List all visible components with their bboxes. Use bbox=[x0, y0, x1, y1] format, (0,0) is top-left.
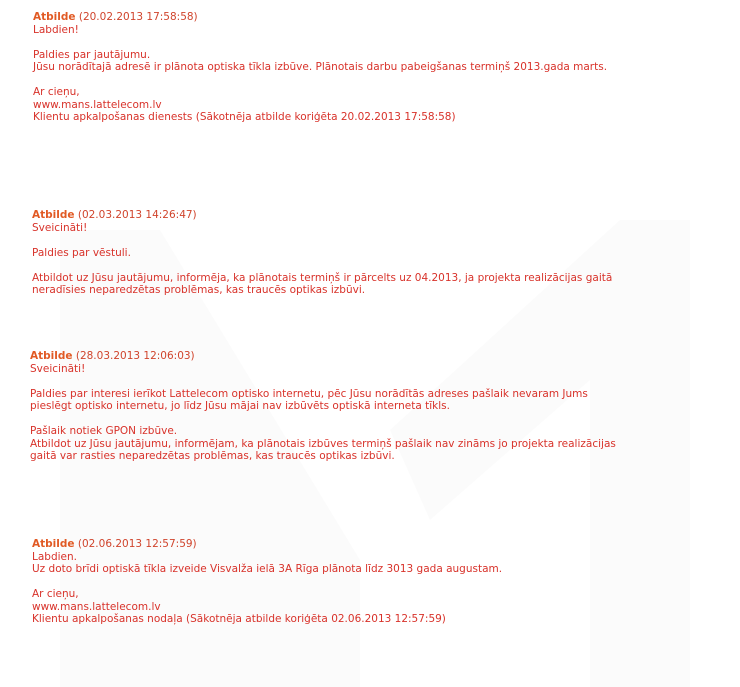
reply-date: (20.02.2013 17:58:58) bbox=[78, 11, 198, 23]
blank-line bbox=[33, 74, 723, 87]
signature-department: Klientu apkalpošanas nodaļa (Sākotnēja atbilde koriģēta 02.06.2013 12:57:59) bbox=[32, 613, 446, 625]
signature-greeting: Ar cieņu, bbox=[33, 86, 80, 98]
reply-title: Atbilde bbox=[32, 538, 75, 550]
reply-line: Pašlaik notiek GPON izbūve. bbox=[30, 425, 178, 437]
reply-line: pieslēgt optisko internetu, jo līdz Jūsu mājai nav izbūvēts optiskā interneta tīkls. bbox=[30, 400, 450, 412]
signature-website: www.mans.lattelecom.lv bbox=[32, 600, 161, 613]
reply-line: Paldies par jautājumu. bbox=[33, 48, 151, 61]
reply-line: Labdien! bbox=[33, 23, 79, 36]
reply-line: Uz doto brīdi optiskā tīkla izveide Visvalža ielā 3A Rīga plānota līdz 3013 gada augustam. bbox=[32, 563, 503, 575]
reply-line: Sveicināti! bbox=[32, 221, 88, 234]
signature-department: Klientu apkalpošanas dienests (Sākotnēja atbilde koriģēta 20.02.2013 17:58:58) bbox=[33, 111, 456, 123]
reply-header bbox=[32, 538, 722, 551]
signature-greeting: Ar cieņu, bbox=[32, 588, 79, 600]
blank-line bbox=[32, 259, 722, 272]
reply-date: (02.03.2013 14:26:47) bbox=[77, 209, 197, 221]
reply-line: Paldies par interesi ierīkot Lattelecom optisko internetu, pēc Jūsu norādītās adreses pašlaik nevaram Jums bbox=[30, 387, 588, 400]
reply-block bbox=[32, 209, 722, 297]
reply-line: Atbildot uz Jūsu jautājumu, informēja, ka plānotais termiņš ir pārcelts uz 04.2013, ja projekta realizācijas gaitā bbox=[32, 271, 613, 284]
blank-line bbox=[32, 234, 722, 247]
reply-date: (02.06.2013 12:57:59) bbox=[77, 538, 197, 550]
reply-block bbox=[30, 350, 720, 463]
reply-line: gaitā var rasties neparedzētas problēmas, kas traucēs optikas izbūvi. bbox=[30, 450, 395, 462]
blank-line bbox=[30, 413, 720, 426]
reply-header bbox=[30, 350, 720, 363]
reply-line: Atbildot uz Jūsu jautājumu, informējam, ka plānotais izbūves termiņš pašlaik nav zināms jo projekta realizācijas bbox=[30, 437, 616, 450]
reply-line: Jūsu norādītajā adresē ir plānota optiska tīkla izbūve. Plānotais darbu pabeigšanas termiņš 2013.gada marts. bbox=[33, 61, 608, 73]
blank-line bbox=[33, 36, 723, 49]
reply-title: Atbilde bbox=[33, 11, 76, 23]
reply-line: Sveicināti! bbox=[30, 362, 86, 375]
reply-line: neradīsies neparedzētas problēmas, kas traucēs optikas izbūvi. bbox=[32, 284, 366, 296]
reply-header bbox=[32, 209, 722, 222]
reply-line: Labdien. bbox=[32, 550, 77, 563]
reply-block bbox=[32, 538, 722, 626]
reply-header bbox=[33, 11, 723, 24]
reply-line: Paldies par vēstuli. bbox=[32, 246, 131, 259]
reply-date: (28.03.2013 12:06:03) bbox=[75, 350, 195, 362]
reply-block bbox=[33, 11, 723, 124]
blank-line bbox=[32, 576, 722, 589]
reply-title: Atbilde bbox=[30, 350, 73, 362]
signature-website: www.mans.lattelecom.lv bbox=[33, 98, 162, 111]
reply-title: Atbilde bbox=[32, 209, 75, 221]
blank-line bbox=[30, 375, 720, 388]
